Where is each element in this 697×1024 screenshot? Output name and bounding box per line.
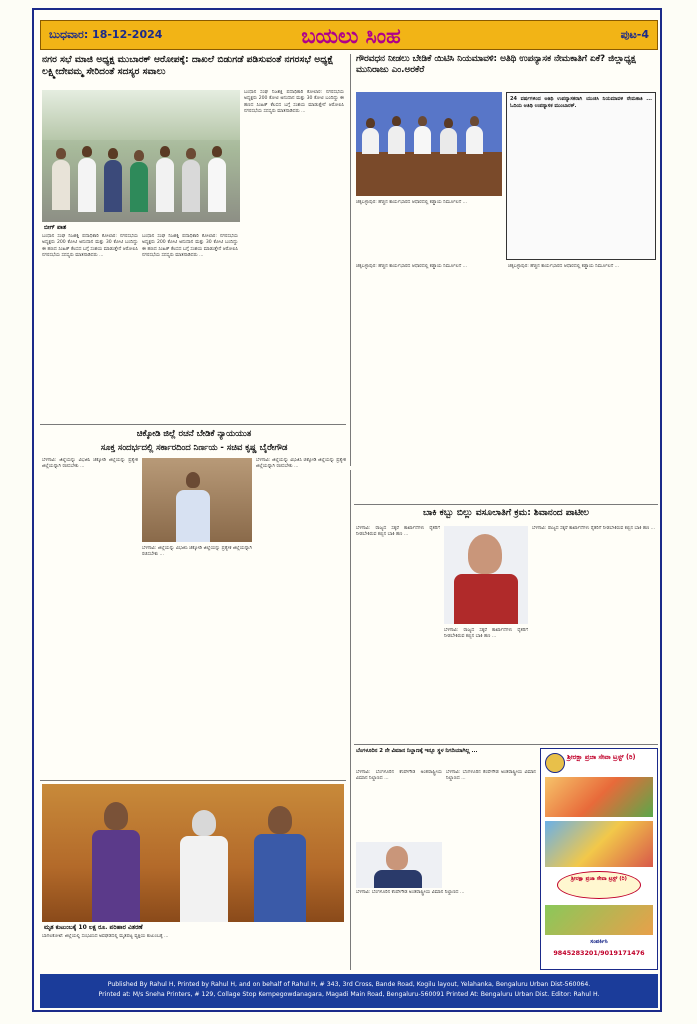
newspaper-name: ಬಯಲು ಸಿಂಹ — [301, 24, 401, 48]
ad-image — [545, 905, 653, 935]
article1-body-col2: ಬಂಧಾನ ಸಂಘ ನಿಜಶಕ್ತಿ ಪದಾಧಿಕಾರಿ ಕೋಲಾರ: ನಗರಸಭೆಯ ಅಧ್ಯಕ್ಷರು 200 ಕೋಟಿ ಅನುದಾನ ಮತ್ತು 30 ಕೋಟಿ ಬಂದಿದ್ದು ಈ ಹಣದ ಸಿಂಹಿಕ್ ಕೆಲಸದ ಬಗ್ಗೆ ಸಂಶಯ ಮಾಡುತ್ತೇನೆ ಆರೋಪಿಸಿ ನಗರಸಭೆಯ ಸದಸ್ಯರು ಮಾತನಾಡಿದರು ... — [142, 234, 238, 258]
ad-contact-label: ಸಂಪರ್ಕಿಸಿ — [590, 939, 608, 945]
article1-caption: ಬೀಗ್ ಪಾಶ — [44, 224, 67, 231]
issue-date: ಬುಧವಾರ: 18-12-2024 — [49, 28, 163, 41]
column-divider — [350, 54, 351, 466]
section-divider — [40, 780, 346, 781]
article6-caption: ಮೃತ ಕುಟುಂಬಕ್ಕೆ 10 ಲಕ್ಷ ರೂ. ಪರಿಹಾರ ವಿತರಣೆ — [44, 924, 143, 931]
article3-photo — [142, 458, 252, 542]
article3-body-col1: ಬೆಳಗಾವಿ: ಜಿಲ್ಲೆಯನ್ನು ವಿಭಜಿಸಿ ಚಿಕ್ಕೋಡಿ ಜಿಲ್ಲೆಯನ್ನು ಪ್ರತ್ಯೇಕ ಜಿಲ್ಲೆಯನ್ನಾಗಿ ರಚಿಸಬೇಕು ... — [42, 458, 138, 470]
imprint-line-2: Printed at: M/s Sneha Printers, # 129, Collage Stop Kempegowdanagara, Magadi Main Road, Bengaluru-560091 Printed At: Bengaluru Urban Dist. Editor: Rahul H. — [98, 991, 600, 998]
article1-photo — [42, 90, 240, 222]
article3-subheadline: ಸೂಕ್ತ ಸಂದರ್ಭದಲ್ಲಿ ಸರ್ಕಾರದಿಂದ ನಿರ್ಣಯ - ಸಚಿವ ಕೃಷ್ಣ ಬೈರೇಗೌಡ — [100, 442, 288, 452]
article3-body-col2: ಬೆಳಗಾವಿ: ಜಿಲ್ಲೆಯನ್ನು ವಿಭಜಿಸಿ ಚಿಕ್ಕೋಡಿ ಜಿಲ್ಲೆಯನ್ನು ಪ್ರತ್ಯೇಕ ಜಿಲ್ಲೆಯನ್ನಾಗಿ ರಚಿಸಬೇಕು ... — [142, 546, 252, 558]
article2-infobox — [506, 92, 656, 260]
article2-infobox-text: 24 ವರ್ಷಗಳಿಂದ ಅತಿಥಿ ಉಪನ್ಯಾಸಕರಾಗಿ ಯುಜಿಸಿ ನಿಯಮಾವಳಿ ನೇಮಕಾತಿ ... ಓದಿಯ ಅತಿಥಿ ಉಪನ್ಯಾಸಕ ಮುಂಬಾರಕ್. — [510, 96, 652, 109]
imprint-line-1: Published By Rahul H, Printed by Rahul H, and on behalf of Rahul H, # 343, 3rd Cross, Bande Road, Kogilu layout, Yelahanka, Bengaluru Urban Dist-560064. — [107, 981, 591, 988]
masthead — [40, 20, 658, 50]
section-divider — [40, 424, 346, 425]
trust-logo-icon — [545, 753, 565, 773]
article4-body-col3: ಬೆಳಗಾವಿ: ರಾಜ್ಯದ ಸಕ್ಕರೆ ಕಾರ್ಖಾನೆಗಳು ರೈತರಿಗೆ ನೀಡಬೇಕಿರುವ ಕಬ್ಬಿನ ಬಾಕಿ ಹಣ ... — [532, 526, 656, 531]
section-divider — [354, 744, 658, 745]
article2-body-col2: ಚಿಕ್ಕಬಳ್ಳಾಪುರ: ಹೆಚ್ಚಿನ ಕಾರ್ಯಭಾರದ ಆಧಾರದಲ್ಲಿ ಕಡ್ಡಾಯ ನಿರ್ಮೂಲನೆ ... — [508, 264, 620, 269]
article2-photo — [356, 92, 502, 196]
article1-body-col1: ಬಂಧಾನ ಸಂಘ ನಿಜಶಕ್ತಿ ಪದಾಧಿಕಾರಿ ಕೋಲಾರ: ನಗರಸಭೆಯ ಅಧ್ಯಕ್ಷರು 200 ಕೋಟಿ ಅನುದಾನ ಮತ್ತು 30 ಕೋಟಿ ಬಂದಿದ್ದು ಈ ಹಣದ ಸಿಂಹಿಕ್ ಕೆಲಸದ ಬಗ್ಗೆ ಸಂಶಯ ಮಾಡುತ್ತೇನೆ ಆರೋಪಿಸಿ ನಗರಸಭೆಯ ಸದಸ್ಯರು ಮಾತನಾಡಿದರು ... — [42, 234, 138, 258]
ad-badge: ಶ್ರೀರಕ್ಷಾ ಪ್ರಜಾ ಸೇವಾ ಟ್ರಸ್ಟ್ (ರಿ) — [557, 871, 641, 899]
page-number: ಪುಟ-4 — [620, 28, 649, 41]
imprint-footer — [40, 974, 658, 1008]
article5-body-col2: ಬೆಳಗಾವಿ: ಬೆಂಗಳೂರಿನ ಕೆಂಪೇಗೌಡ ಅಂತರಾಷ್ಟ್ರೀಯ ವಿಮಾನ ನಿಲ್ದಾಣದ ... — [446, 770, 536, 782]
article4-photo — [444, 526, 528, 624]
article6-body: ಬಾಗಲಕೋಟೆ: ಜಿಲ್ಲೆಯಲ್ಲಿ ಸಂಭವಿಸಿದ ಅವಘಡದಲ್ಲಿ ಮೃತಪಟ್ಟ ವ್ಯಕ್ತಿಯ ಕುಟುಂಬಕ್ಕೆ ... — [42, 934, 169, 939]
article3-headline: ಚಿಕ್ಕೋಡಿ ಜಿಲ್ಲೆ ರಚನೆ ಬೇಡಿಕೆ ನ್ಯಾಯಯುತ — [136, 428, 252, 438]
article2-headline: ಗೌರವಧನ ನೀಡಲು ಬೇಡಿಕೆ ಯಿಟಿಸಿ ನಿಯಮಾವಳಿ: ಅತಿಥಿ ಉಪನ್ಯಾಸಕ ನೇಮಕಾತಿಗೆ ಏಕೆ? ಜಿಲ್ಲಾಧ್ಯಕ್ಷ ಮುನಿರಾಜು ಎಂ.ಅರಕೆರೆ — [356, 54, 636, 75]
article1-body-col3: ಬಂಧಾನ ಸಂಘ ನಿಜಶಕ್ತಿ ಪದಾಧಿಕಾರಿ ಕೋಲಾರ: ನಗರಸಭೆಯ ಅಧ್ಯಕ್ಷರು 200 ಕೋಟಿ ಅನುದಾನ ಮತ್ತು 30 ಕೋಟಿ ಬಂದಿದ್ದು ಈ ಹಣದ ಸಿಂಹಿಕ್ ಕೆಲಸದ ಬಗ್ಗೆ ಸಂಶಯ ಮಾಡುತ್ತೇನೆ ಆರೋಪಿಸಿ ನಗರಸಭೆಯ ಸದಸ್ಯರು ಮಾತನಾಡಿದರು ... — [244, 90, 344, 114]
article5-body-intro: ಬೆಳಗಾವಿ: ಬೆಂಗಳೂರಿನ ಕೆಂಪೇಗೌಡ ಅಂತರಾಷ್ಟ್ರೀಯ ವಿಮಾನ ನಿಲ್ದಾಣದ ... — [356, 770, 442, 782]
article2-body-col1: ಚಿಕ್ಕಬಳ್ಳಾಪುರ: ಹೆಚ್ಚಿನ ಕಾರ್ಯಭಾರದ ಆಧಾರದಲ್ಲಿ ಕಡ್ಡಾಯ ನಿರ್ಮೂಲನೆ ... — [356, 264, 468, 269]
article3-body-col3: ಬೆಳಗಾವಿ: ಜಿಲ್ಲೆಯನ್ನು ವಿಭಜಿಸಿ ಚಿಕ್ಕೋಡಿ ಜಿಲ್ಲೆಯನ್ನು ಪ್ರತ್ಯೇಕ ಜಿಲ್ಲೆಯನ್ನಾಗಿ ರಚಿಸಬೇಕು ... — [256, 458, 346, 470]
article1-headline: ನಗರ ಸಭೆ ಮಾಜಿ ಅಧ್ಯಕ್ಷ ಮುಬಾರಕ್ ಆರೋಪಕ್ಕೆ: ದಾಖಲೆ ಬಿಡುಗಡೆ ಪಡಿಸುವಂತೆ ನಗರಸಭೆ ಅಧ್ಯಕ್ಷೆ ಲಕ್ಷ್ಮೀದೇವಮ್ಮ ಸೇರಿದಂತೆ ಸದಸ್ಯರ ಸವಾಲು — [42, 54, 334, 77]
article4-body-col2: ಬೆಳಗಾವಿ: ರಾಜ್ಯದ ಸಕ್ಕರೆ ಕಾರ್ಖಾನೆಗಳು ರೈತರಿಗೆ ನೀಡಬೇಕಿರುವ ಕಬ್ಬಿನ ಬಾಕಿ ಹಣ ... — [444, 628, 528, 640]
advertisement — [540, 748, 658, 970]
ad-title: ಶ್ರೀರಕ್ಷಾ ಪ್ರಜಾ ಸೇವಾ ಟ್ರಸ್ಟ್ (ರಿ) — [567, 753, 636, 761]
article5-body-col1: ಬೆಳಗಾವಿ: ಬೆಂಗಳೂರಿನ ಕೆಂಪೇಗೌಡ ಅಂತರಾಷ್ಟ್ರೀಯ ವಿಮಾನ ನಿಲ್ದಾಣದ ... — [356, 890, 465, 895]
article4-body-col1: ಬೆಳಗಾವಿ: ರಾಜ್ಯದ ಸಕ್ಕರೆ ಕಾರ್ಖಾನೆಗಳು ರೈತರಿಗೆ ನೀಡಬೇಕಿರುವ ಕಬ್ಬಿನ ಬಾಕಿ ಹಣ ... — [356, 526, 440, 538]
section-divider — [354, 504, 658, 505]
article5-headline: ಬೆಂಗಳೂರಿನ 2 ನೇ ವಿಮಾನ ನಿಲ್ದಾಣಕ್ಕೆ ಇನ್ನೂ ಸ್ಥಳ ನಿಗದಿಯಾಗಿಲ್ಲ ... — [356, 748, 478, 754]
article6-photo — [42, 784, 344, 922]
newspaper-page — [32, 8, 662, 1012]
ad-phone: 9845283201/9019171476 — [553, 949, 645, 957]
column-divider — [350, 470, 351, 970]
ad-image — [545, 821, 653, 867]
article4-headline: ಬಾಕಿ ಕಬ್ಬು ಬಿಲ್ಲು ವಸೂಲಾತಿಗೆ ಕ್ರಮ: ಶಿವಾನಂದ ಪಾಟೀಲ — [422, 508, 589, 518]
article5-photo — [356, 842, 442, 888]
ad-image — [545, 777, 653, 817]
article2-body-intro: ಚಿಕ್ಕಬಳ್ಳಾಪುರ: ಹೆಚ್ಚಿನ ಕಾರ್ಯಭಾರದ ಆಧಾರದಲ್ಲಿ ಕಡ್ಡಾಯ ನಿರ್ಮೂಲನೆ ... — [356, 200, 468, 205]
